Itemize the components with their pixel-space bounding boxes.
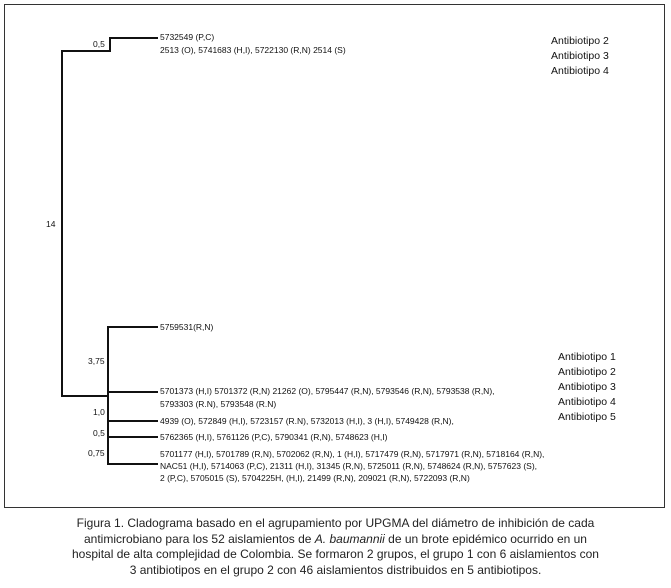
leaf-label: 5701373 (H,I) 5701372 (R,N) 21262 (O), 5795447 (R,N), 5793546 (R,N), 5793538 (R,N), bbox=[160, 386, 495, 396]
node-label-n4: 3,75 bbox=[88, 356, 105, 366]
antibiotype-label: Antibiotipo 1 bbox=[558, 351, 616, 363]
leaf-label: 5701177 (H,I), 5701789 (R,N), 5702062 (R,N), 1 (H,I), 5717479 (R,N), 5717971 (R,N), 5718164 (R,N), bbox=[160, 449, 545, 459]
caption-line bbox=[20, 532, 651, 548]
node-label-root: 14 bbox=[46, 219, 56, 229]
antibiotype-label: Antibiotipo 4 bbox=[551, 65, 609, 77]
leaf-label: 2 (P,C), 5705015 (S), 5704225H, (H,I), 21499 (R,N), 209021 (R,N), 5722093 (R,N) bbox=[160, 473, 470, 483]
antibiotype-label: Antibiotipo 2 bbox=[558, 366, 616, 378]
leaf-label: 5793303 (R.N), 5793548 (R.N) bbox=[160, 399, 277, 409]
leaf-label: 5759531(R,N) bbox=[160, 322, 214, 332]
leaf-label: NAC51 (H,I), 5714063 (P,C), 21311 (H,I), 31345 (R,N), 5725011 (R,N), 5748624 (R,N), 5757623 (S), bbox=[160, 461, 538, 471]
antibiotype-label: Antibiotipo 5 bbox=[558, 411, 616, 423]
antibiotype-label: Antibiotipo 4 bbox=[558, 396, 616, 408]
antibiotype-label: Antibiotipo 3 bbox=[558, 381, 616, 393]
caption-line: hospital de alta complejidad de Colombia. Se formaron 2 grupos, el grupo 1 con 6 aislamientos con bbox=[72, 547, 599, 561]
figure-caption bbox=[20, 516, 651, 578]
node-label-n1: 0,5 bbox=[93, 39, 105, 49]
leaf-label: 4939 (O), 572849 (H,I), 5723157 (R.N), 5732013 (H,I), 3 (H,I), 5749428 (R,N), bbox=[160, 416, 454, 426]
leaf-label: 5732549 (P,C) bbox=[160, 32, 215, 42]
caption-line: 3 antibiotipos en el grupo 2 con 46 aislamientos distribuidos en 5 antibiotipos. bbox=[129, 562, 542, 577]
leaf-label: 2513 (O), 5741683 (H,I), 5722130 (R,N) 2514 (S) bbox=[160, 45, 346, 55]
caption-line: Figura 1. Cladograma basado en el agrupamiento por UPGMA del diámetro de inhibición de cada bbox=[76, 516, 595, 530]
node-label-n2: 0,5 bbox=[93, 428, 105, 438]
leaf-label: 5762365 (H,I), 5761126 (P,C), 5790341 (R,N), 5748623 (H,I) bbox=[160, 432, 388, 442]
node-label-n1b: 0,75 bbox=[88, 448, 105, 458]
antibiotype-label: Antibiotipo 3 bbox=[551, 50, 609, 62]
species-name: A. baumannii bbox=[314, 531, 385, 546]
caption-text: de un brote epidémico ocurrido en un bbox=[384, 531, 587, 546]
caption-text: antimicrobiano para los 52 aislamientos de bbox=[84, 531, 315, 546]
node-label-n3: 1,0 bbox=[93, 407, 105, 417]
antibiotype-label: Antibiotipo 2 bbox=[551, 35, 609, 47]
